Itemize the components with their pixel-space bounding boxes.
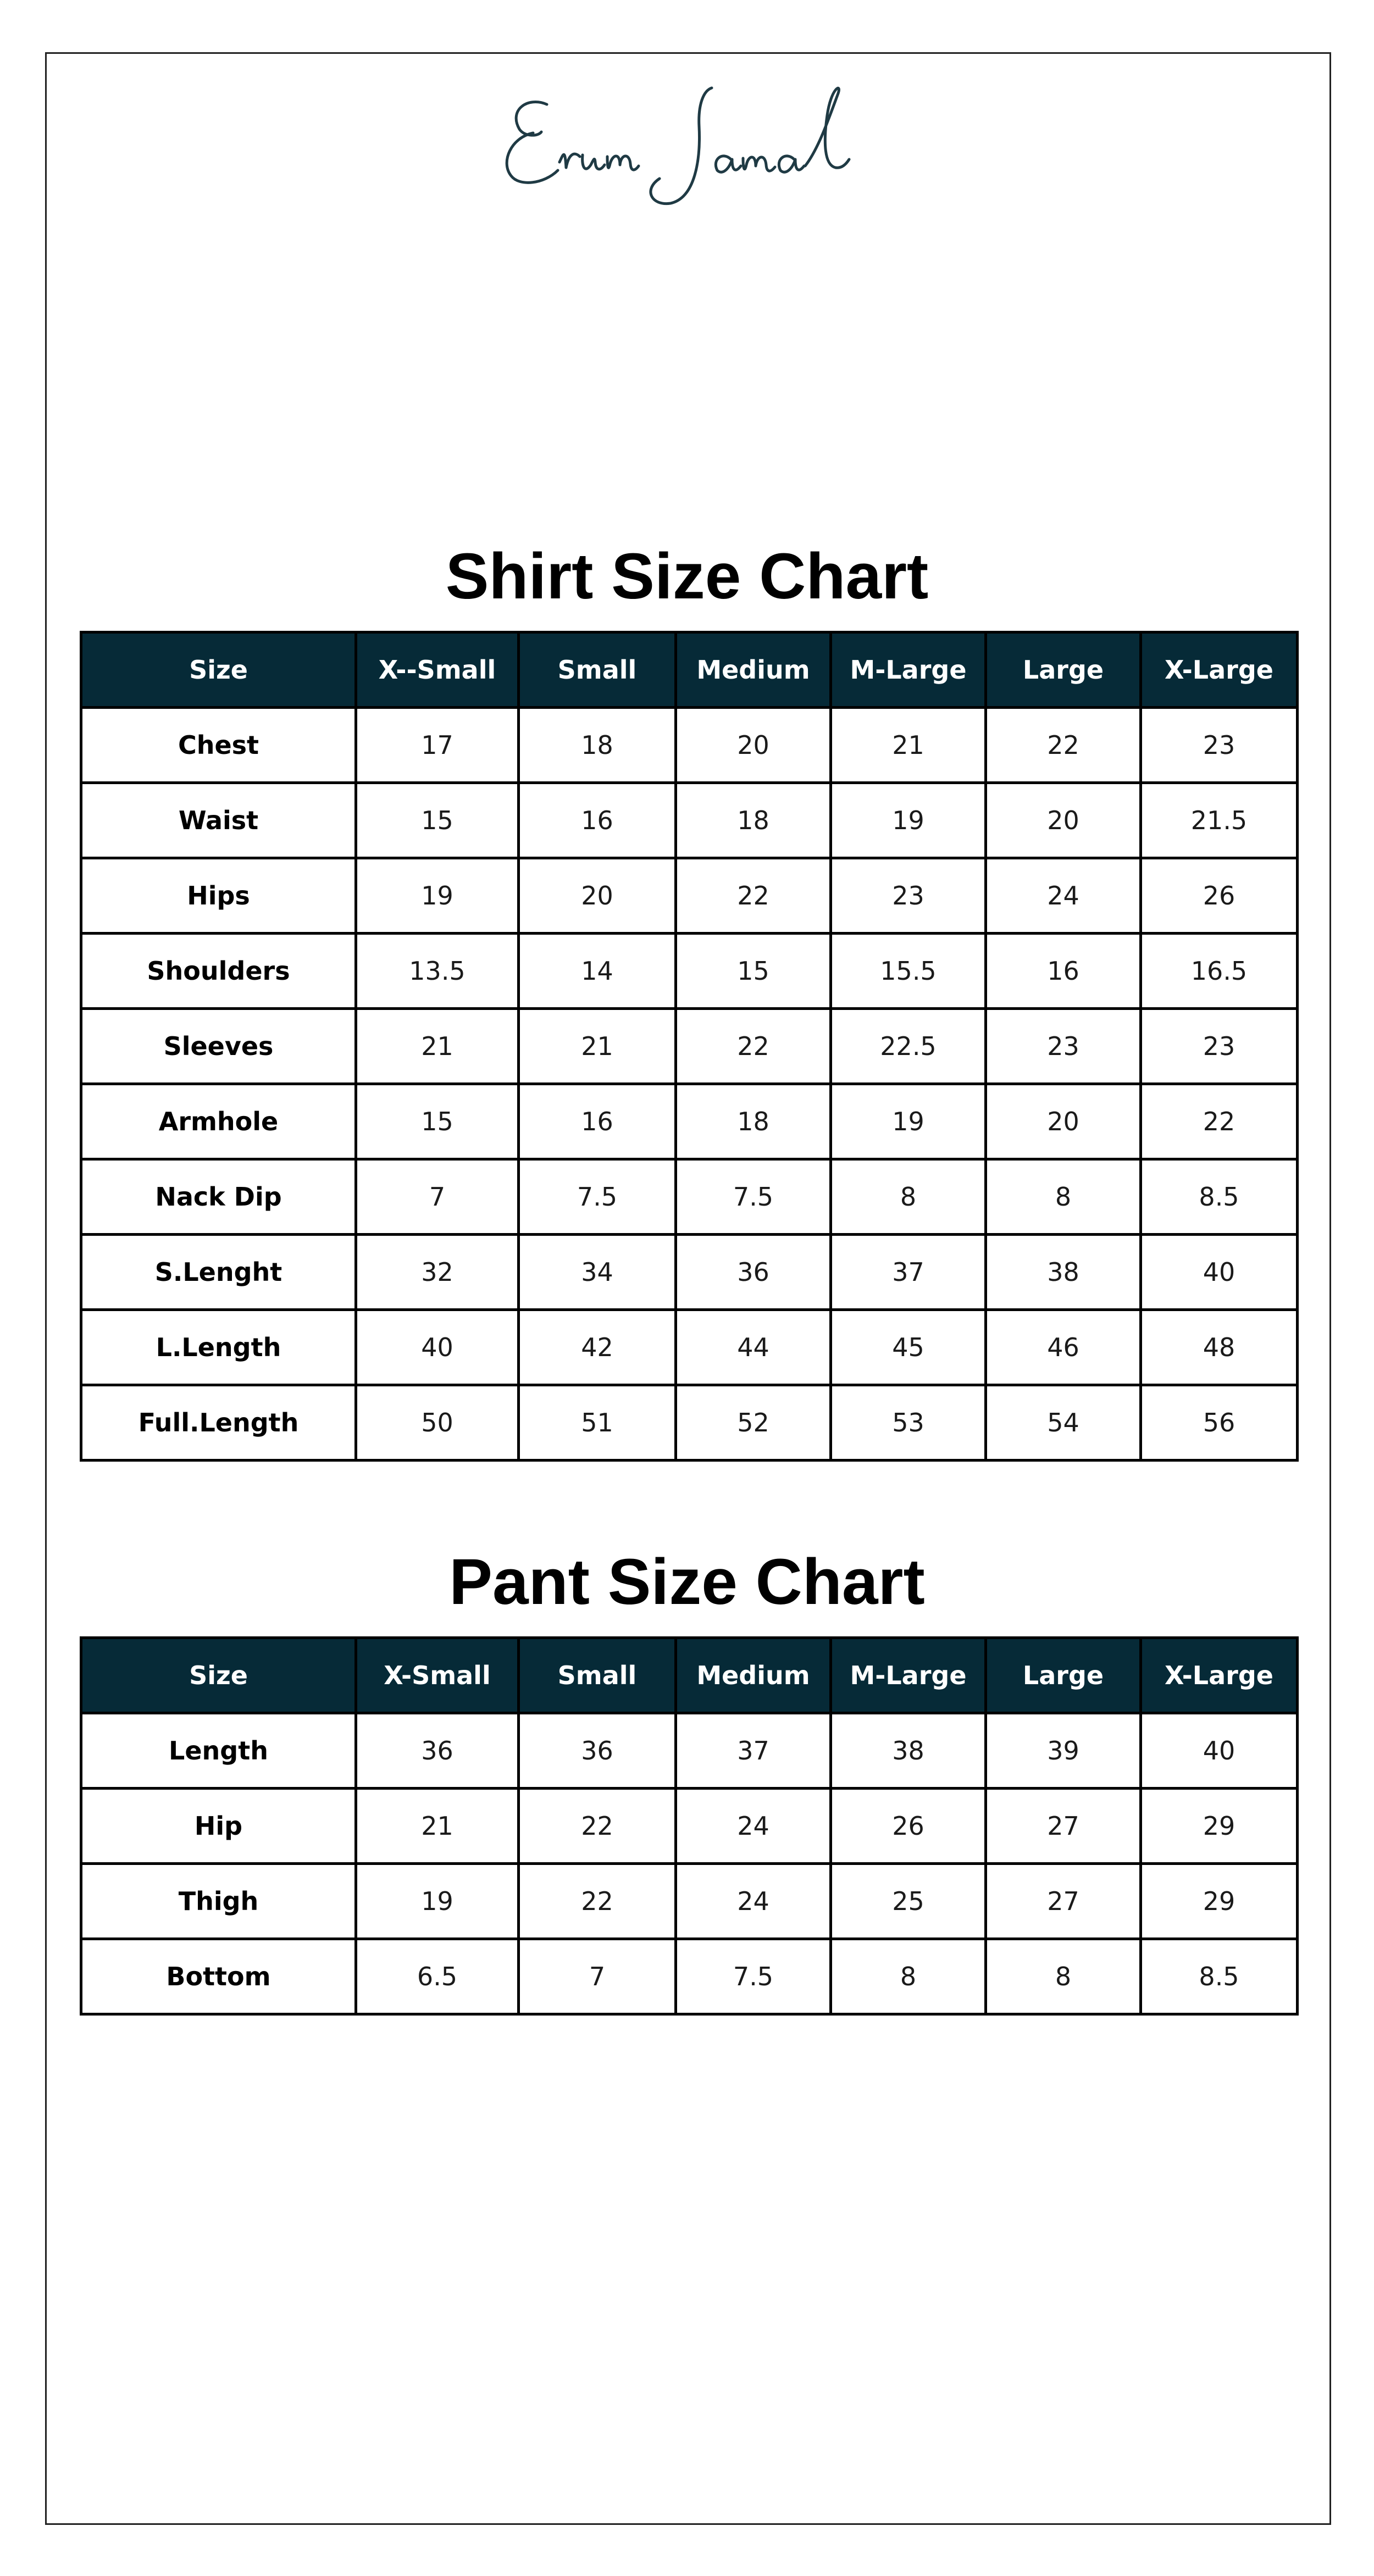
table-cell: 46 xyxy=(986,1310,1141,1385)
table-cell: 23 xyxy=(1141,1009,1298,1084)
table-cell: 14 xyxy=(519,934,676,1009)
table-cell: 22 xyxy=(519,1789,676,1864)
table-cell: 8 xyxy=(831,1939,986,2014)
column-header: Size xyxy=(81,632,356,708)
column-header: X-Large xyxy=(1141,632,1298,708)
table-cell: 22 xyxy=(676,1009,831,1084)
row-label: Nack Dip xyxy=(81,1159,356,1235)
table-cell: 6.5 xyxy=(356,1939,519,2014)
table-row xyxy=(81,1310,1298,1385)
table-row xyxy=(81,1939,1298,2014)
table-cell: 19 xyxy=(831,783,986,858)
row-label: Waist xyxy=(81,783,356,858)
table-cell: 25 xyxy=(831,1864,986,1939)
table-cell: 18 xyxy=(519,708,676,783)
table-cell: 36 xyxy=(519,1713,676,1789)
table-cell: 38 xyxy=(986,1235,1141,1310)
table-row xyxy=(81,1713,1298,1789)
row-label: Thigh xyxy=(81,1864,356,1939)
row-label: Shoulders xyxy=(81,934,356,1009)
table-cell: 37 xyxy=(676,1713,831,1789)
table-cell: 48 xyxy=(1141,1310,1298,1385)
table-cell: 22 xyxy=(986,708,1141,783)
table-cell: 23 xyxy=(986,1009,1141,1084)
table-cell: 40 xyxy=(1141,1713,1298,1789)
table-header-row xyxy=(81,1638,1298,1713)
row-label: Full.Length xyxy=(81,1385,356,1461)
table-cell: 24 xyxy=(676,1789,831,1864)
table-cell: 22 xyxy=(519,1864,676,1939)
table-cell: 36 xyxy=(676,1235,831,1310)
table-cell: 50 xyxy=(356,1385,519,1461)
table-cell: 7 xyxy=(519,1939,676,2014)
column-header: Large xyxy=(986,1638,1141,1713)
table-row xyxy=(81,934,1298,1009)
table-cell: 23 xyxy=(1141,708,1298,783)
column-header: Small xyxy=(519,1638,676,1713)
brand-logo xyxy=(495,66,879,220)
table-cell: 17 xyxy=(356,708,519,783)
pant-size-table xyxy=(80,1636,1299,2016)
table-cell: 53 xyxy=(831,1385,986,1461)
table-cell: 16 xyxy=(519,783,676,858)
table-row xyxy=(81,1159,1298,1235)
table-cell: 15 xyxy=(356,1084,519,1159)
table-cell: 19 xyxy=(356,858,519,934)
table-cell: 51 xyxy=(519,1385,676,1461)
pant-chart-title: Pant Size Chart xyxy=(449,1546,925,1618)
table-cell: 7 xyxy=(356,1159,519,1235)
table-cell: 27 xyxy=(986,1789,1141,1864)
row-label: Sleeves xyxy=(81,1009,356,1084)
table-cell: 39 xyxy=(986,1713,1141,1789)
table-cell: 54 xyxy=(986,1385,1141,1461)
column-header: X--Small xyxy=(356,632,519,708)
table-cell: 16.5 xyxy=(1141,934,1298,1009)
table-cell: 34 xyxy=(519,1235,676,1310)
column-header: M-Large xyxy=(831,1638,986,1713)
table-cell: 15 xyxy=(676,934,831,1009)
column-header: X-Large xyxy=(1141,1638,1298,1713)
table-cell: 24 xyxy=(676,1864,831,1939)
table-row xyxy=(81,1009,1298,1084)
table-cell: 40 xyxy=(356,1310,519,1385)
column-header: Medium xyxy=(676,1638,831,1713)
table-cell: 8 xyxy=(831,1159,986,1235)
table-cell: 37 xyxy=(831,1235,986,1310)
table-cell: 18 xyxy=(676,1084,831,1159)
table-cell: 29 xyxy=(1141,1864,1298,1939)
table-cell: 44 xyxy=(676,1310,831,1385)
table-cell: 21 xyxy=(831,708,986,783)
table-cell: 21 xyxy=(356,1009,519,1084)
table-cell: 15.5 xyxy=(831,934,986,1009)
table-row xyxy=(81,1084,1298,1159)
table-cell: 19 xyxy=(831,1084,986,1159)
table-cell: 52 xyxy=(676,1385,831,1461)
table-cell: 21 xyxy=(519,1009,676,1084)
table-cell: 8 xyxy=(986,1159,1141,1235)
table-cell: 20 xyxy=(986,1084,1141,1159)
table-row xyxy=(81,708,1298,783)
column-header: Size xyxy=(81,1638,356,1713)
shirt-size-table xyxy=(80,631,1299,1462)
table-row xyxy=(81,858,1298,934)
column-header: Large xyxy=(986,632,1141,708)
table-cell: 21.5 xyxy=(1141,783,1298,858)
table-cell: 7.5 xyxy=(676,1939,831,2014)
row-label: S.Lenght xyxy=(81,1235,356,1310)
table-row xyxy=(81,1385,1298,1461)
table-cell: 8 xyxy=(986,1939,1141,2014)
row-label: Length xyxy=(81,1713,356,1789)
table-cell: 20 xyxy=(676,708,831,783)
table-cell: 40 xyxy=(1141,1235,1298,1310)
column-header: M-Large xyxy=(831,632,986,708)
table-row xyxy=(81,1789,1298,1864)
column-header: Small xyxy=(519,632,676,708)
table-cell: 23 xyxy=(831,858,986,934)
shirt-chart-title: Shirt Size Chart xyxy=(445,540,929,613)
table-cell: 26 xyxy=(1141,858,1298,934)
table-cell: 7.5 xyxy=(676,1159,831,1235)
table-cell: 15 xyxy=(356,783,519,858)
row-label: Armhole xyxy=(81,1084,356,1159)
table-cell: 13.5 xyxy=(356,934,519,1009)
table-cell: 16 xyxy=(519,1084,676,1159)
table-cell: 32 xyxy=(356,1235,519,1310)
row-label: Bottom xyxy=(81,1939,356,2014)
row-label: Hips xyxy=(81,858,356,934)
column-header: Medium xyxy=(676,632,831,708)
table-cell: 8.5 xyxy=(1141,1939,1298,2014)
row-label: Hip xyxy=(81,1789,356,1864)
table-cell: 36 xyxy=(356,1713,519,1789)
table-cell: 27 xyxy=(986,1864,1141,1939)
table-cell: 21 xyxy=(356,1789,519,1864)
table-cell: 56 xyxy=(1141,1385,1298,1461)
table-cell: 20 xyxy=(986,783,1141,858)
table-cell: 8.5 xyxy=(1141,1159,1298,1235)
table-cell: 42 xyxy=(519,1310,676,1385)
table-cell: 45 xyxy=(831,1310,986,1385)
table-cell: 26 xyxy=(831,1789,986,1864)
table-row xyxy=(81,1864,1298,1939)
table-cell: 22 xyxy=(676,858,831,934)
table-cell: 38 xyxy=(831,1713,986,1789)
row-label: Chest xyxy=(81,708,356,783)
column-header: X-Small xyxy=(356,1638,519,1713)
table-cell: 7.5 xyxy=(519,1159,676,1235)
row-label: L.Length xyxy=(81,1310,356,1385)
table-cell: 29 xyxy=(1141,1789,1298,1864)
table-cell: 22 xyxy=(1141,1084,1298,1159)
table-row xyxy=(81,783,1298,858)
table-row xyxy=(81,1235,1298,1310)
table-cell: 19 xyxy=(356,1864,519,1939)
table-cell: 24 xyxy=(986,858,1141,934)
table-cell: 22.5 xyxy=(831,1009,986,1084)
table-cell: 18 xyxy=(676,783,831,858)
table-cell: 20 xyxy=(519,858,676,934)
table-header-row xyxy=(81,632,1298,708)
table-cell: 16 xyxy=(986,934,1141,1009)
